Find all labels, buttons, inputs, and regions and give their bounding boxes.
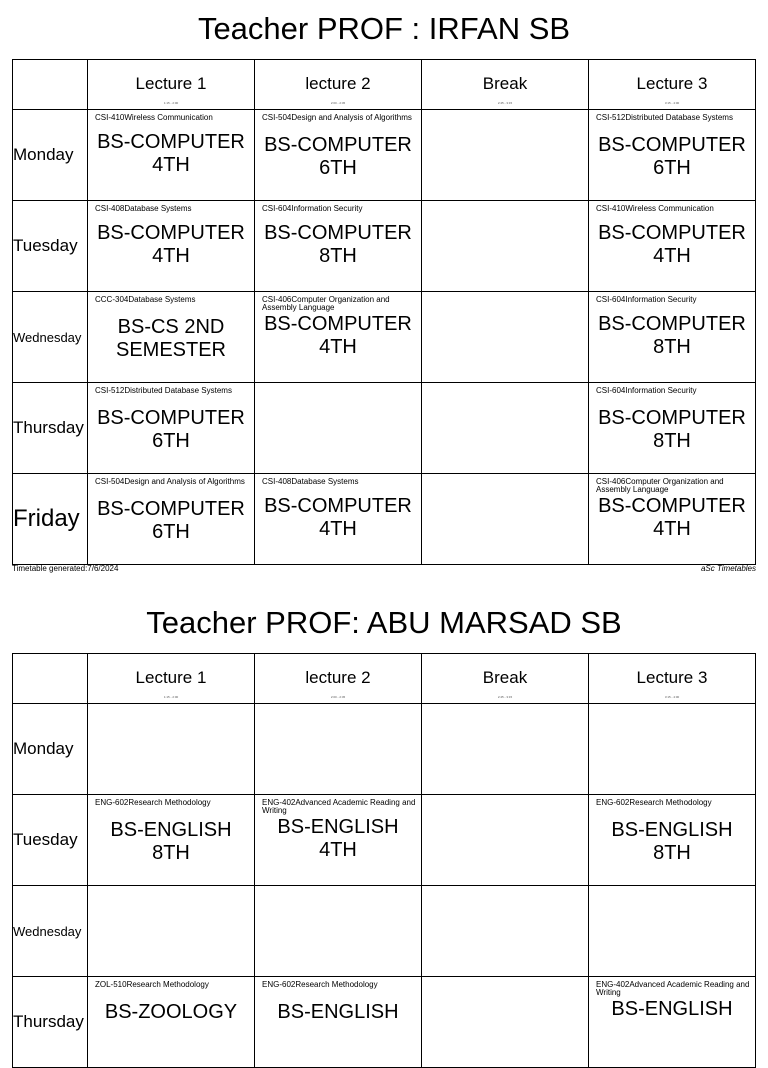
class-year: 6TH <box>319 157 357 179</box>
lesson-cell <box>589 201 755 291</box>
class-group <box>589 407 755 453</box>
day-label-thursday: Thursday <box>13 418 84 437</box>
class-name: BS-COMPUTER <box>97 498 245 520</box>
lesson-cell <box>88 110 254 200</box>
class-year: 4TH <box>319 336 357 358</box>
header-label: Break <box>482 74 528 93</box>
empty-cell <box>422 201 588 291</box>
empty-cell <box>422 474 588 564</box>
class-name: BS-COMPUTER <box>598 134 746 156</box>
table-row-wednesday <box>13 886 756 977</box>
class-year: 8TH <box>653 336 691 358</box>
table-row-monday <box>13 704 756 795</box>
header-time: 2:45 - 3:15 <box>497 101 513 105</box>
class-group <box>88 316 254 362</box>
class-group <box>255 313 421 359</box>
subject-code: CSI-604Information Security <box>596 295 697 304</box>
class-year: 4TH <box>152 245 190 267</box>
lesson-cell <box>589 795 755 885</box>
table-row-thursday <box>13 977 756 1068</box>
subject-code: CSI-604Information Security <box>596 386 697 395</box>
class-group <box>88 131 254 177</box>
subject-code: CSI-512Distributed Database Systems <box>95 386 232 395</box>
table-row-thursday <box>13 383 756 474</box>
class-name: BS-ENGLISH <box>277 816 399 838</box>
class-year: 4TH <box>319 839 357 861</box>
day-label-tuesday: Tuesday <box>13 236 78 255</box>
header-label: Lecture 1 <box>135 74 207 93</box>
class-name: BS-COMPUTER <box>264 134 412 156</box>
class-name: BS-COMPUTER <box>598 407 746 429</box>
subject-code: CSI-410Wireless Communication <box>596 204 714 213</box>
class-group <box>589 313 755 359</box>
header-time: 1:15 - 2:00 <box>163 101 179 105</box>
lesson-cell <box>255 795 421 885</box>
day-label-wednesday: Wednesday <box>13 923 82 939</box>
subject-code: CSI-512Distributed Database Systems <box>596 113 733 122</box>
class-name: BS-COMPUTER <box>598 495 746 517</box>
class-name: BS-COMPUTER <box>97 131 245 153</box>
class-year: 6TH <box>152 521 190 543</box>
subject-code: ENG-402Advanced Academic Reading and Writing <box>262 798 416 815</box>
brand-label: aSc Timetables <box>700 564 756 573</box>
table-row-wednesday <box>13 292 756 383</box>
day-label-monday: Monday <box>13 739 74 758</box>
class-year: SEMESTER <box>115 339 227 361</box>
lesson-cell <box>88 383 254 473</box>
class-group <box>88 819 254 865</box>
table-row-friday <box>13 474 756 565</box>
header-lecture-3 <box>589 654 756 704</box>
header-break <box>422 60 589 110</box>
lesson-cell <box>589 474 755 564</box>
header-lecture-3 <box>589 60 756 110</box>
class-name: BS-COMPUTER <box>97 407 245 429</box>
lesson-cell <box>589 383 755 473</box>
empty-cell <box>255 383 421 473</box>
class-name: BS-ZOOLOGY <box>104 1001 238 1023</box>
empty-cell <box>255 886 421 976</box>
lesson-cell <box>589 292 755 382</box>
header-lecture-2 <box>255 654 422 704</box>
lesson-cell <box>88 474 254 564</box>
lesson-cell <box>255 292 421 382</box>
header-label: Lecture 3 <box>636 668 708 687</box>
class-group <box>589 222 755 268</box>
subject-code: CSI-410Wireless Communication <box>95 113 213 122</box>
class-name: BS-ENGLISH <box>611 998 733 1020</box>
table-row-tuesday <box>13 201 756 292</box>
day-label-thursday: Thursday <box>13 1012 84 1031</box>
class-year: 6TH <box>653 157 691 179</box>
lesson-cell <box>88 977 254 1067</box>
class-name: BS-ENGLISH <box>110 819 232 841</box>
class-group <box>589 819 755 865</box>
header-label: Lecture 1 <box>135 668 207 687</box>
lesson-cell <box>589 110 755 200</box>
class-name: BS-CS 2ND <box>117 316 225 338</box>
timetable-abu-marsad <box>12 653 756 1068</box>
empty-cell <box>422 383 588 473</box>
empty-cell <box>589 704 755 794</box>
subject-code: ENG-602Research Methodology <box>95 798 211 807</box>
class-group <box>255 495 421 541</box>
header-label: Break <box>482 668 528 687</box>
timetable-irfan <box>12 59 756 565</box>
class-year: 8TH <box>319 245 357 267</box>
class-year: 8TH <box>653 430 691 452</box>
class-name: BS-ENGLISH <box>611 819 733 841</box>
subject-code: CCC-304Database Systems <box>95 295 196 304</box>
header-break <box>422 654 589 704</box>
timetable-title-irfan: Teacher PROF : IRFAN SB <box>197 11 571 46</box>
subject-code: ZOL-510Research Methodology <box>95 980 209 989</box>
class-name: BS-COMPUTER <box>97 222 245 244</box>
empty-cell <box>422 795 588 885</box>
header-label: Lecture 3 <box>636 74 708 93</box>
subject-code: ENG-602Research Methodology <box>262 980 378 989</box>
header-label: lecture 2 <box>305 668 371 687</box>
class-group <box>255 134 421 180</box>
table-row-monday <box>13 110 756 201</box>
header-lecture-2 <box>255 60 422 110</box>
day-label-monday: Monday <box>13 145 74 164</box>
subject-code: CSI-408Database Systems <box>95 204 192 213</box>
corner-cell <box>13 654 88 704</box>
class-group <box>88 498 254 544</box>
empty-cell <box>422 704 588 794</box>
subject-code: ENG-602Research Methodology <box>596 798 712 807</box>
subject-code: CSI-406Computer Organization and Assembly Language <box>262 295 390 312</box>
class-group <box>589 998 755 1021</box>
header-label: lecture 2 <box>305 74 371 93</box>
empty-cell <box>422 110 588 200</box>
class-name: BS-COMPUTER <box>264 495 412 517</box>
subject-code: CSI-408Database Systems <box>262 477 359 486</box>
table-row-tuesday <box>13 795 756 886</box>
class-group <box>88 1001 254 1024</box>
subject-code: CSI-406Computer Organization and Assembly Language <box>596 477 724 494</box>
lesson-cell <box>88 292 254 382</box>
header-lecture-1 <box>88 60 255 110</box>
day-label-tuesday: Tuesday <box>13 830 78 849</box>
generated-date: Timetable generated:7/6/2024 <box>12 564 119 573</box>
class-year: 6TH <box>152 430 190 452</box>
day-label-friday: Friday <box>13 505 80 532</box>
lesson-cell <box>88 201 254 291</box>
empty-cell <box>88 886 254 976</box>
class-group <box>88 222 254 268</box>
header-time: 3:15 - 4:00 <box>664 101 680 105</box>
header-lecture-1 <box>88 654 255 704</box>
class-year: 8TH <box>152 842 190 864</box>
day-label-wednesday: Wednesday <box>13 329 82 345</box>
class-year: 4TH <box>653 245 691 267</box>
lesson-cell <box>589 977 755 1067</box>
lesson-cell <box>88 795 254 885</box>
class-year: 8TH <box>653 842 691 864</box>
subject-code: CSI-504Design and Analysis of Algorithms <box>262 113 412 122</box>
class-name: BS-ENGLISH <box>277 1001 399 1023</box>
class-year: 4TH <box>319 518 357 540</box>
class-group <box>255 816 421 862</box>
lesson-cell <box>255 977 421 1067</box>
subject-code: ENG-402Advanced Academic Reading and Writing <box>596 980 750 997</box>
class-group <box>589 495 755 541</box>
class-group <box>255 222 421 268</box>
empty-cell <box>255 704 421 794</box>
empty-cell <box>422 977 588 1067</box>
empty-cell <box>422 886 588 976</box>
header-time: 2:00 - 2:45 <box>330 695 346 699</box>
header-time: 3:15 - 4:00 <box>664 695 680 699</box>
class-year: 4TH <box>152 154 190 176</box>
class-name: BS-COMPUTER <box>598 313 746 335</box>
empty-cell <box>589 886 755 976</box>
subject-code: CSI-504Design and Analysis of Algorithms <box>95 477 245 486</box>
lesson-cell <box>255 474 421 564</box>
lesson-cell <box>255 201 421 291</box>
header-time: 1:15 - 2:00 <box>163 695 179 699</box>
class-group <box>589 134 755 180</box>
class-year: 4TH <box>653 518 691 540</box>
header-time: 2:45 - 3:15 <box>497 695 513 699</box>
empty-cell <box>88 704 254 794</box>
class-name: BS-COMPUTER <box>598 222 746 244</box>
corner-cell <box>13 60 88 110</box>
class-group <box>88 407 254 453</box>
header-time: 2:00 - 2:45 <box>330 101 346 105</box>
subject-code: CSI-604Information Security <box>262 204 363 213</box>
timetable-title-abu-marsad: Teacher PROF: ABU MARSAD SB <box>146 605 622 640</box>
empty-cell <box>422 292 588 382</box>
class-group <box>255 1001 421 1024</box>
class-name: BS-COMPUTER <box>264 313 412 335</box>
lesson-cell <box>255 110 421 200</box>
class-name: BS-COMPUTER <box>264 222 412 244</box>
